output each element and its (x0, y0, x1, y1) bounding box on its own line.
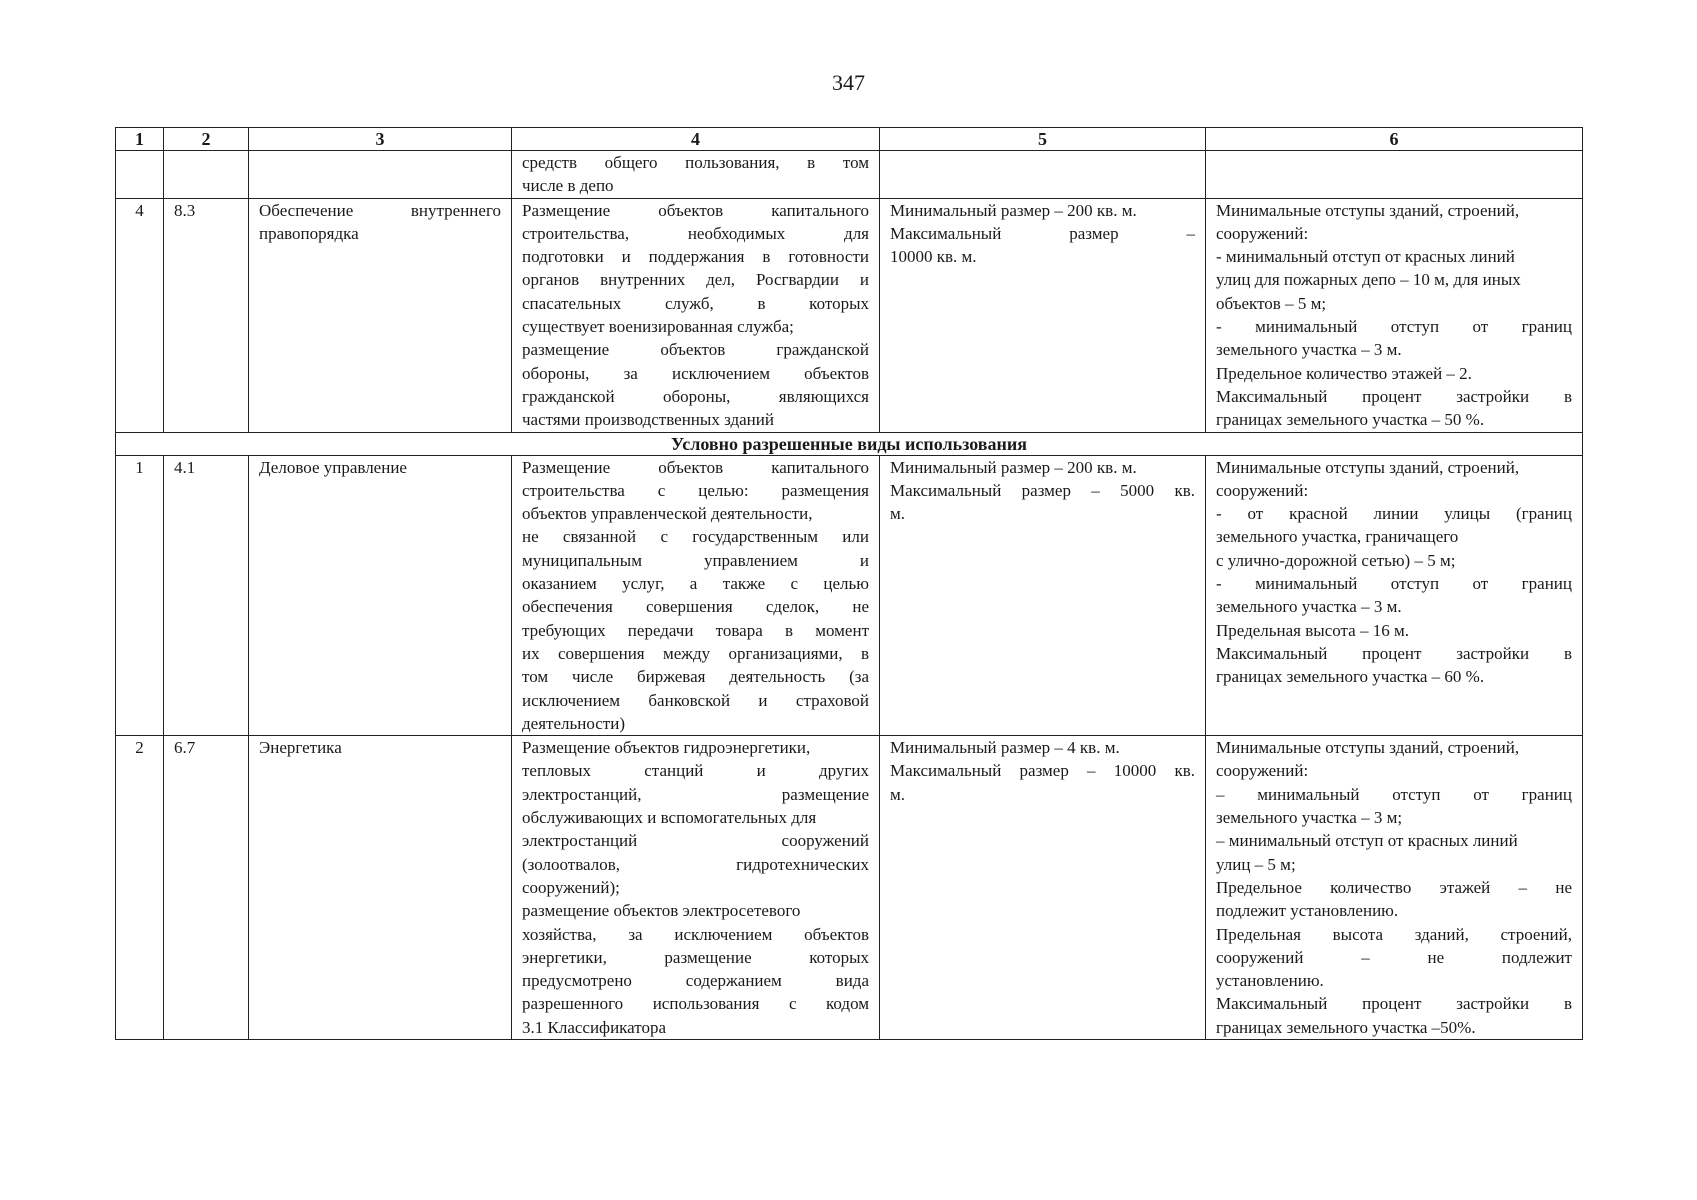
row-size (880, 455, 1206, 736)
params-line: Минимальные отступы зданий, строений, (1216, 738, 1520, 758)
description-line: средств общего пользования, в том (522, 153, 869, 172)
size-line: Максимальный размер – 5000 кв. (890, 480, 1195, 500)
row-description (512, 198, 880, 432)
params-line: улиц для пожарных депо – 10 м, для иных (1216, 270, 1521, 290)
description-line: частями производственных зданий (522, 410, 774, 430)
params-line: - минимальный отступ от границ (1216, 574, 1572, 594)
header-col-4: 4 (512, 128, 880, 151)
params-line: земельного участка, граничащего (1216, 527, 1459, 547)
params-line: земельного участка – 3 м. (1216, 597, 1402, 617)
params-line: сооружений: (1216, 223, 1309, 243)
size-line: м. (890, 504, 906, 524)
size-line: Минимальный размер – 200 кв. м. (890, 457, 1137, 477)
row-params (1206, 151, 1583, 199)
description-line: строительства с целью: размещения (522, 480, 869, 500)
header-row (116, 128, 1583, 151)
params-line: Минимальные отступы зданий, строений, (1216, 457, 1520, 477)
description-line: энергетики, размещение которых (522, 947, 869, 967)
row-number (116, 151, 164, 199)
description-line: Размещение объектов капитального (522, 457, 869, 477)
params-line: объектов – 5 м; (1216, 293, 1327, 313)
description-line: разрешенного использования с кодом (522, 994, 869, 1014)
description-line: сооружений); (522, 877, 620, 897)
row-code: 6.7 (164, 736, 249, 1040)
section-title: Условно разрешенные виды использования (116, 432, 1583, 455)
size-line: Минимальный размер – 200 кв. м. (890, 200, 1137, 220)
params-line: Максимальный процент застройки в (1216, 386, 1572, 406)
name-line: Деловое управление (259, 457, 407, 477)
description-line: исключением банковской и страховой (522, 690, 869, 710)
description-line: Размещение объектов гидроэнергетики, (522, 738, 811, 758)
params-line: Предельное количество этажей – 2. (1216, 363, 1472, 383)
params-line: - минимальный отступ от красных линий (1216, 247, 1515, 267)
description-line: Размещение объектов капитального (522, 200, 869, 220)
params-line: сооружений: (1216, 480, 1309, 500)
params-line: земельного участка – 3 м. (1216, 340, 1402, 360)
description-line: хозяйства, за исключением объектов (522, 924, 869, 944)
header-col-1: 1 (116, 128, 164, 151)
description-line: не связанной с государственным или (522, 527, 869, 547)
row-name (249, 736, 512, 1040)
description-line: тепловых станций и других (522, 761, 869, 781)
description-line: (золоотвалов, гидротехнических (522, 854, 869, 874)
params-line: с улично-дорожной сетью) – 5 м; (1216, 550, 1456, 570)
size-line: Максимальный размер – (890, 223, 1195, 243)
description-line: муниципальным управлением и (522, 550, 869, 570)
params-line: Максимальный процент застройки в (1216, 643, 1572, 663)
row-number: 4 (116, 198, 164, 432)
row-code: 8.3 (164, 198, 249, 432)
params-line: Предельная высота – 16 м. (1216, 620, 1409, 640)
row-number: 2 (116, 736, 164, 1040)
table-row (116, 151, 1583, 199)
params-line: подлежит установлению. (1216, 901, 1399, 921)
params-line: Минимальные отступы зданий, строений, (1216, 200, 1520, 220)
description-line: гражданской обороны, являющихся (522, 386, 869, 406)
description-line: предусмотрено содержанием вида (522, 971, 869, 991)
row-size (880, 151, 1206, 199)
header-col-6: 6 (1206, 128, 1583, 151)
header-col-5: 5 (880, 128, 1206, 151)
description-line: существует военизированная служба; (522, 317, 794, 337)
row-params (1206, 455, 1583, 736)
description-line: органов внутренних дел, Росгвардии и (522, 270, 869, 290)
description-line: деятельности) (522, 713, 625, 733)
params-line: границах земельного участка – 60 %. (1216, 667, 1485, 687)
description-line: подготовки и поддержания в готовности (522, 247, 869, 267)
description-line: том числе биржевая деятельность (за (522, 667, 869, 687)
header-col-2: 2 (164, 128, 249, 151)
table-row (116, 198, 1583, 432)
size-line: 10000 кв. м. (890, 247, 977, 267)
params-line: - от красной линии улицы (границ (1216, 504, 1572, 524)
row-params (1206, 198, 1583, 432)
params-line: Предельное количество этажей – не (1216, 877, 1572, 897)
row-name (249, 198, 512, 432)
row-number: 1 (116, 455, 164, 736)
size-line: м. (890, 784, 906, 804)
row-code (164, 151, 249, 199)
description-line: электростанций, размещение (522, 784, 869, 804)
description-line: требующих передачи товара в момент (522, 620, 869, 640)
row-size (880, 198, 1206, 432)
description-line: обслуживающих и вспомогательных для (522, 808, 817, 828)
name-line: правопорядка (259, 223, 359, 243)
params-line: улиц – 5 м; (1216, 854, 1296, 874)
regulations-table (115, 127, 1583, 1040)
row-name (249, 151, 512, 199)
table-row (116, 455, 1583, 736)
params-line: границах земельного участка –50%. (1216, 1017, 1476, 1037)
params-line: – минимальный отступ от красных линий (1216, 831, 1518, 851)
description-line: обороны, за исключением объектов (522, 363, 869, 383)
description-line: числе в депо (522, 176, 614, 196)
params-line: установлению. (1216, 971, 1324, 991)
description-line: обеспечения совершения сделок, не (522, 597, 869, 617)
params-line: сооружений: (1216, 761, 1309, 781)
name-line: Энергетика (259, 738, 342, 758)
row-description (512, 736, 880, 1040)
params-line: – минимальный отступ от границ (1216, 784, 1572, 804)
description-line: 3.1 Классификатора (522, 1017, 667, 1037)
row-code: 4.1 (164, 455, 249, 736)
description-line: электростанций сооружений (522, 831, 869, 851)
params-line: - минимальный отступ от границ (1216, 317, 1572, 337)
name-line: Обеспечение внутреннего (259, 200, 501, 220)
size-line: Минимальный размер – 4 кв. м. (890, 738, 1120, 758)
description-line: размещение объектов гражданской (522, 340, 869, 360)
row-description (512, 455, 880, 736)
description-line: строительства, необходимых для (522, 223, 869, 243)
table-row (116, 736, 1583, 1040)
description-line: оказанием услуг, а также с целью (522, 574, 869, 594)
row-name (249, 455, 512, 736)
params-line: границах земельного участка – 50 %. (1216, 410, 1485, 430)
description-line: объектов управленческой деятельности, (522, 504, 813, 524)
description-line: спасательных служб, в которых (522, 293, 869, 313)
params-line: Предельная высота зданий, строений, (1216, 924, 1572, 944)
row-params (1206, 736, 1583, 1040)
params-line: Максимальный процент застройки в (1216, 994, 1572, 1014)
description-line: их совершения между организациями, в (522, 643, 869, 663)
section-row (116, 432, 1583, 455)
description-line: размещение объектов электросетевого (522, 901, 801, 921)
page-number: 347 (832, 70, 865, 95)
row-description (512, 151, 880, 199)
row-size (880, 736, 1206, 1040)
params-line: сооружений – не подлежит (1216, 947, 1572, 967)
params-line: земельного участка – 3 м; (1216, 808, 1403, 828)
header-col-3: 3 (249, 128, 512, 151)
size-line: Максимальный размер – 10000 кв. (890, 761, 1195, 781)
